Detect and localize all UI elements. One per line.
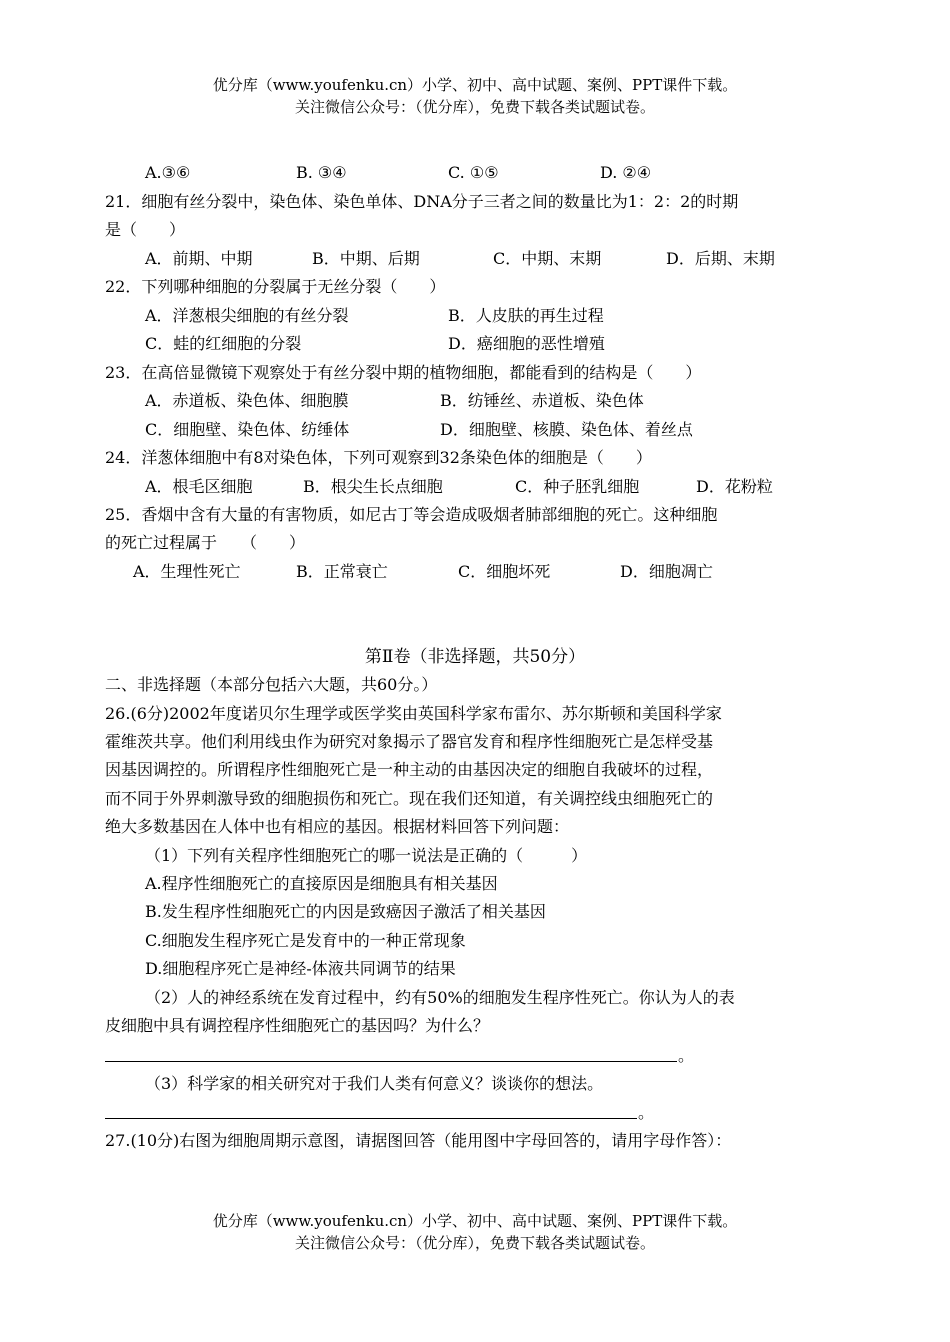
q26-sub3-stem: （3）科学家的相关研究对于我们人类有何意义？谈谈你的想法。	[145, 1074, 604, 1093]
q25-option-c: C．细胞坏死	[458, 562, 551, 581]
q24-stem: 24．洋葱体细胞中有8对染色体，下列可观察到32条染色体的细胞是（ ）	[105, 448, 652, 467]
q23-option-d: D．细胞壁、核膜、染色体、着丝点	[440, 420, 693, 439]
header-line-2: 关注微信公众号：（优分库），免费下载各类试题试卷。	[294, 98, 655, 116]
q24-option-c: C．种子胚乳细胞	[515, 477, 640, 496]
q25-option-d: D．细胞凋亡	[620, 562, 713, 581]
q26-sub2-blank-end: 。	[678, 1046, 695, 1065]
q20-option-a: A.③⑥	[145, 163, 191, 182]
q24-option-a: A．根毛区细胞	[145, 477, 253, 496]
q25-option-b: B．正常衰亡	[296, 562, 388, 581]
footer-line-1: 优分库（www.youfenku.cn）小学、初中、高中试题、案例、PPT课件下载。	[212, 1212, 738, 1230]
q21-option-d: D．后期、末期	[666, 249, 775, 268]
q22-option-c: C．蛙的红细胞的分裂	[145, 334, 302, 353]
q26-sub3-blank-end: 。	[638, 1103, 655, 1122]
q21-option-c: C．中期、末期	[493, 249, 602, 268]
q26-sub2-answer-blank[interactable]	[105, 1061, 677, 1062]
q26-paragraph-line-5: 绝大多数基因在人体中也有相应的基因。根据材料回答下列问题：	[105, 817, 570, 836]
q22-option-d: D．癌细胞的恶性增殖	[448, 334, 605, 353]
q26-paragraph-line-4: 而不同于外界刺激导致的细胞损伤和死亡。现在我们还知道，有关调控线虫细胞死亡的	[105, 789, 714, 808]
q26-sub2-line-1: （2）人的神经系统在发育过程中，约有50%的细胞发生程序性死亡。你认为人的表	[145, 988, 735, 1007]
q26-sub3-answer-blank[interactable]	[105, 1118, 637, 1119]
part2-section: 二、非选择题（本部分包括六大题，共60分。）	[105, 675, 438, 694]
q22-option-a: A．洋葱根尖细胞的有丝分裂	[145, 306, 349, 325]
q26-sub2-line-2: 皮细胞中具有调控程序性细胞死亡的基因吗？为什么？	[105, 1016, 490, 1035]
q23-option-c: C．细胞壁、染色体、纺缍体	[145, 420, 350, 439]
q24-option-d: D．花粉粒	[696, 477, 773, 496]
q20-option-d: D. ②④	[600, 163, 652, 182]
q26-sub1-option-b: B.发生程序性细胞死亡的内因是致癌因子激活了相关基因	[145, 902, 546, 921]
q21-option-b: B．中期、后期	[312, 249, 420, 268]
q26-sub1-stem: （1）下列有关程序性细胞死亡的哪一说法是正确的（ ）	[145, 846, 588, 865]
q22-option-b: B．人皮肤的再生过程	[448, 306, 604, 325]
part2-title: 第Ⅱ卷（非选择题，共50分）	[364, 647, 586, 667]
q23-stem: 23．在高倍显微镜下观察处于有丝分裂中期的植物细胞，都能看到的结构是（ ）	[105, 363, 702, 382]
q21-stem-1: 21．细胞有丝分裂中，染色体、染色单体、DNA分子三者之间的数量比为1：2：2的时期	[105, 192, 739, 211]
q23-option-b: B．纺锤丝、赤道板、染色体	[440, 391, 644, 410]
q25-stem-1: 25．香烟中含有大量的有害物质，如尼古丁等会造成吸烟者肺部细胞的死亡。这种细胞	[105, 505, 718, 524]
q26-sub1-option-d: D.细胞程序死亡是神经-体液共同调节的结果	[145, 959, 456, 978]
q26-sub1-option-c: C.细胞发生程序死亡是发育中的一种正常现象	[145, 931, 466, 950]
q26-paragraph-line-3: 因基因调控的。所谓程序性细胞死亡是一种主动的由基因决定的细胞自我破坏的过程，	[105, 760, 714, 779]
q27-stem: 27.(10分)右图为细胞周期示意图，请据图回答（能用图中字母回答的，请用字母作答）：	[105, 1131, 732, 1150]
q23-option-a: A．赤道板、染色体、细胞膜	[145, 391, 349, 410]
q26-sub1-option-a: A.程序性细胞死亡的直接原因是细胞具有相关基因	[145, 874, 498, 893]
q26-paragraph-line-2: 霍维茨共享。他们利用线虫作为研究对象揭示了器官发育和程序性细胞死亡是怎样受基	[105, 732, 714, 751]
q20-option-b: B. ③④	[296, 163, 347, 182]
header-line-1: 优分库（www.youfenku.cn）小学、初中、高中试题、案例、PPT课件下载。	[212, 76, 738, 94]
q25-option-a: A．生理性死亡	[133, 562, 241, 581]
q24-option-b: B．根尖生长点细胞	[303, 477, 443, 496]
q21-stem-2: 是（ ）	[105, 220, 186, 239]
q21-option-a: A．前期、中期	[145, 249, 253, 268]
q25-stem-2: 的死亡过程属于 （ ）	[105, 533, 306, 552]
q26-paragraph-line-1: 26.(6分)2002年度诺贝尔生理学或医学奖由英国科学家布雷尔、苏尔斯顿和美国科学家	[105, 704, 722, 723]
q20-option-c: C. ①⑤	[448, 163, 499, 182]
q22-stem: 22．下列哪种细胞的分裂属于无丝分裂（ ）	[105, 277, 446, 296]
footer-line-2: 关注微信公众号：（优分库），免费下载各类试题试卷。	[294, 1234, 655, 1252]
